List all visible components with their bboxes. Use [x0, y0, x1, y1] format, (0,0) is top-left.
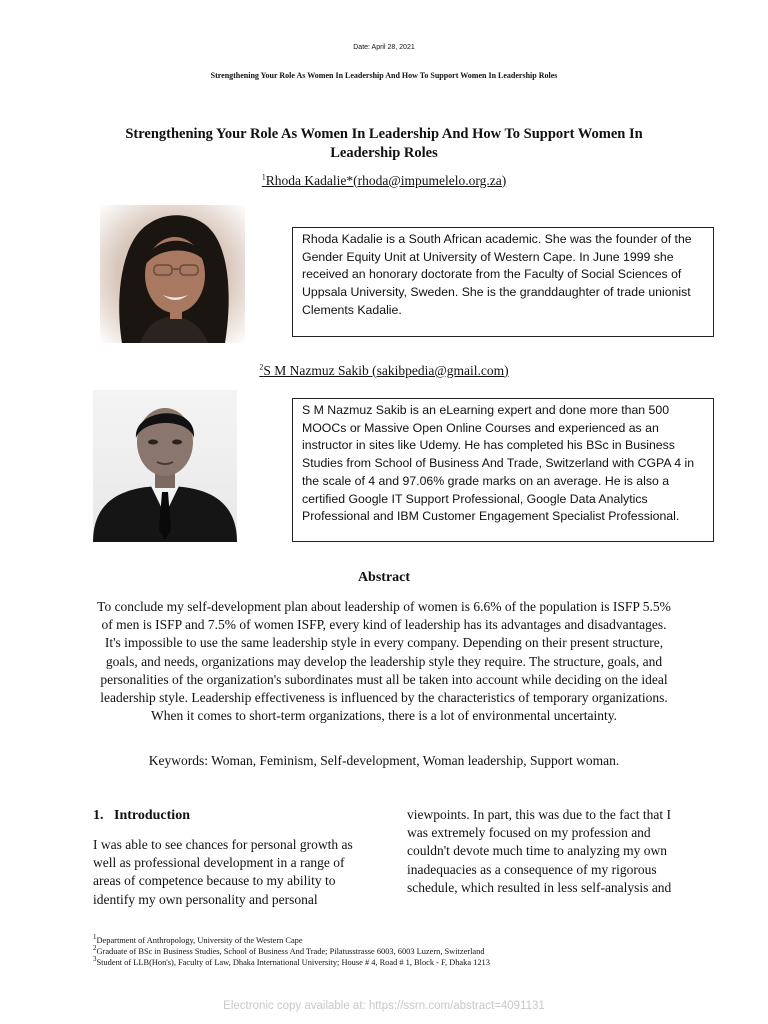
keywords-line: Keywords: Woman, Feminism, Self-development, Woman leadership, Support woman.	[148, 753, 620, 768]
body-column-right: viewpoints. In part, this was due to the fact that I was extremely focused on my profession and couldn't devote much time to analyzing my own inadequacies as a consequence of my rigorous schedule, which resulted in less self-analysis and	[407, 807, 672, 895]
author-2-sup: 2	[259, 362, 264, 371]
running-title: Strengthening Your Role As Women In Leadership And How To Support Women In Leadership Roles	[210, 71, 558, 80]
date-line: Date: April 28, 2021	[353, 44, 415, 51]
author-1-bio-box: Rhoda Kadalie is a South African academic. She was the founder of the Gender Equity Unit at University of Western Cape. In June 1999 she received an honorary doctorate from the Faculty of Social Sciences of Uppsala University, Sweden. She is the granddaughter of trade unionist Clements Kadalie.	[292, 227, 714, 337]
author-1-sup: 1	[261, 172, 266, 181]
footnote-1-sup: 1	[93, 933, 97, 941]
author-1-name: Rhoda Kadalie*(rhoda@impumelelo.org.za)	[265, 172, 507, 188]
author-2-photo	[93, 390, 237, 542]
author-2-name: S M Nazmuz Sakib (sakibpedia@gmail.com)	[263, 362, 509, 378]
footnote-2-text: Graduate of BSc in Business Studies, School of Business And Trade; Pilatusstrasse 6003, 6003 Luzern, Switzerland	[96, 946, 485, 956]
author-2-line	[0, 362, 768, 379]
footnote-3	[93, 954, 490, 968]
author-2-bio-box: S M Nazmuz Sakib is an eLearning expert and done more than 500 MOOCs or Massive Open Online Courses and experienced as an instructor in sites like Udemy. He has completed his BSc in Business Studies from School of Business And Trade, Switzerland with CGPA 4 in the scale of 4 and 97.06% grade marks on an average. He is also a certified Google IT Support Professional, Google Data Analytics Professional and IBM Customer Engagement Specialist Professional.	[292, 398, 714, 542]
author-1-photo	[100, 205, 245, 343]
abstract-heading: Abstract	[357, 570, 411, 585]
footnote-3-sup: 3	[93, 955, 97, 963]
author-1-line	[0, 172, 768, 189]
section-heading-introduction: 1. Introduction	[93, 808, 190, 823]
footnote-2-sup: 2	[93, 944, 97, 952]
footnote-1-text: Department of Anthropology, University of the Western Cape	[96, 935, 303, 945]
paper-title: Strengthening Your Role As Women In Leadership And How To Support Women In Leadership Roles	[125, 126, 643, 161]
abstract-text: To conclude my self-development plan about leadership of women is 6.6% of the population is ISFP 5.5% of men is ISFP and 7.5% of women ISFP, every kind of leadership has its advantages and disadvantages. It's impossible to use the same leadership style in every company. Depending on their present structure, goals, and needs, organizations may develop the leadership style they require. The structure, goals, and personalities of the organization's subordinates must all be taken into account while deciding on the ideal leadership style. Leadership effectiveness is influenced by the characteristics of temporary organizations. When it comes to short-term organizations, there is a lot of environmental uncertainty.	[97, 599, 671, 724]
footnote-3-text: Student of LLB(Hon's), Faculty of Law, Dhaka International University; House # 4, Road # 1, Block - F, Dhaka 1213	[96, 957, 490, 967]
body-column-left: I was able to see chances for personal growth as well as professional development in a range of areas of competence because to my ability to identify my own personality and personal	[93, 837, 353, 907]
ssrn-footer-link[interactable]: Electronic copy available at: https://ssrn.com/abstract=4091131	[223, 1000, 545, 1012]
